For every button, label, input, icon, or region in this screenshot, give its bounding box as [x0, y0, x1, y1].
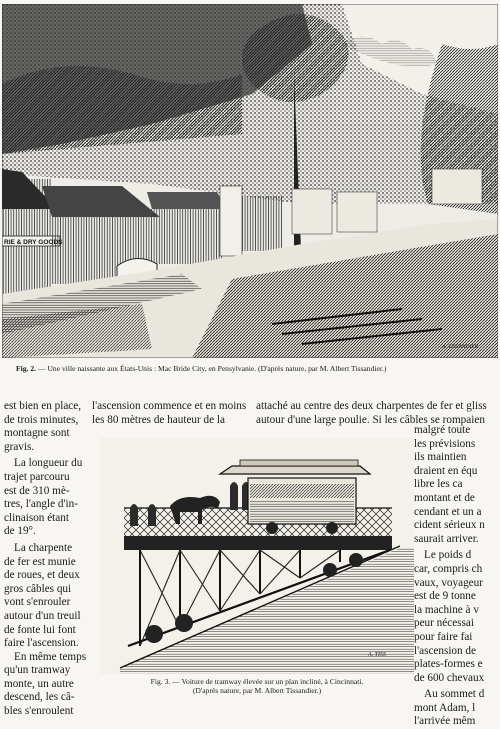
text-line: qu'un tramway [4, 664, 71, 677]
text-line: autour d'un treuil [4, 609, 81, 622]
text-column-4 [414, 424, 500, 729]
text-line: ils maintien [414, 451, 467, 464]
figure-3-caption [102, 677, 412, 695]
text-column-2 [92, 400, 250, 427]
text-line: est de 9 tonne [414, 590, 476, 603]
text-line: saurait arriver. [414, 532, 479, 545]
text-line: faire l'ascension. [4, 637, 79, 650]
text-line: vaux, voyageur [414, 576, 483, 589]
text-line: clinaison étant [4, 511, 69, 524]
text-line: montagne sont [4, 427, 70, 440]
text-line: est de 310 mè- [4, 484, 70, 497]
text-line: les prévisions [414, 437, 476, 450]
text-line: La longueur du [14, 457, 83, 470]
text-line: autour d'une large poulie. Si les câbles se rompaien [256, 413, 485, 426]
figure-3-caption-line1: Fig. 3. — Voiture de tramway élevée sur un plan incliné, à Cincinnati. [150, 677, 364, 686]
text-line: descend, les câ- [4, 691, 75, 704]
text-line: gravis. [4, 440, 35, 453]
text-line: de 19°. [4, 525, 36, 538]
text-line: cident sérieux n [414, 519, 485, 532]
text-line: la machine à v [414, 603, 479, 616]
text-line: trajet parcouru [4, 470, 70, 483]
shop-sign: RIE & DRY GOODS [4, 239, 63, 246]
text-line: gros câbles qui [4, 582, 72, 595]
text-column-1 [4, 400, 88, 719]
text-line: Au sommet d [424, 688, 485, 701]
text-line: La charpente [14, 541, 73, 554]
text-line: de 600 chevaux [414, 671, 485, 684]
figure-2-engraving [2, 4, 498, 358]
engraver-signature-fig3: A. TISS [368, 652, 386, 658]
text-line: l'ascension de [414, 644, 476, 657]
text-line: l'arrivée mêm [414, 715, 476, 728]
text-line: mont Adam, l [414, 701, 476, 714]
text-line: de trois minutes, [4, 413, 79, 426]
text-line: de fer est munie [4, 555, 76, 568]
text-line: libre les ca [414, 478, 463, 491]
text-line: tres, l'angle d'in- [4, 498, 78, 511]
text-line: car, compris ch [414, 562, 483, 575]
figure-2-caption-text: — Une ville naissante aux États-Unis : Mac Bride City, en Pensylvanie. (D'après nature, par M. Albert Tissandier.) [37, 364, 387, 373]
figure-2-number: Fig. 2. [16, 364, 37, 373]
text-line: vont s'enrouler [4, 596, 71, 609]
figure-3-caption-line2: (D'après nature, par M. Albert Tissandier.) [192, 686, 322, 695]
figure-2-caption [16, 364, 386, 373]
text-line: attaché au centre des deux charpentes de fer et gliss [256, 400, 487, 412]
text-line: malgré toute [414, 424, 471, 436]
text-line: peur nécessai [414, 617, 474, 630]
text-line: cendant et un a [414, 505, 482, 518]
text-line: monte, un autre [4, 677, 74, 690]
text-line: l'ascension commence et en moins [92, 400, 247, 412]
text-line: de fonte lui font [4, 623, 76, 636]
text-line: Le poids d [424, 549, 472, 562]
text-line: draient en équ [414, 464, 478, 477]
text-line: montant et de [414, 491, 475, 504]
engraver-signature: A. TISSANDIER [442, 344, 479, 350]
text-line: plates-formes e [414, 658, 483, 671]
text-line: En même temps [14, 650, 87, 663]
text-line: de roues, et deux [4, 569, 80, 582]
figure-3-engraving [100, 438, 414, 674]
text-line: est bien en place, [4, 400, 82, 412]
text-line: les 80 mètres de hauteur de la [92, 413, 225, 426]
text-line: pour faire fai [414, 630, 473, 643]
text-line: bles s'enroulent [4, 705, 74, 718]
